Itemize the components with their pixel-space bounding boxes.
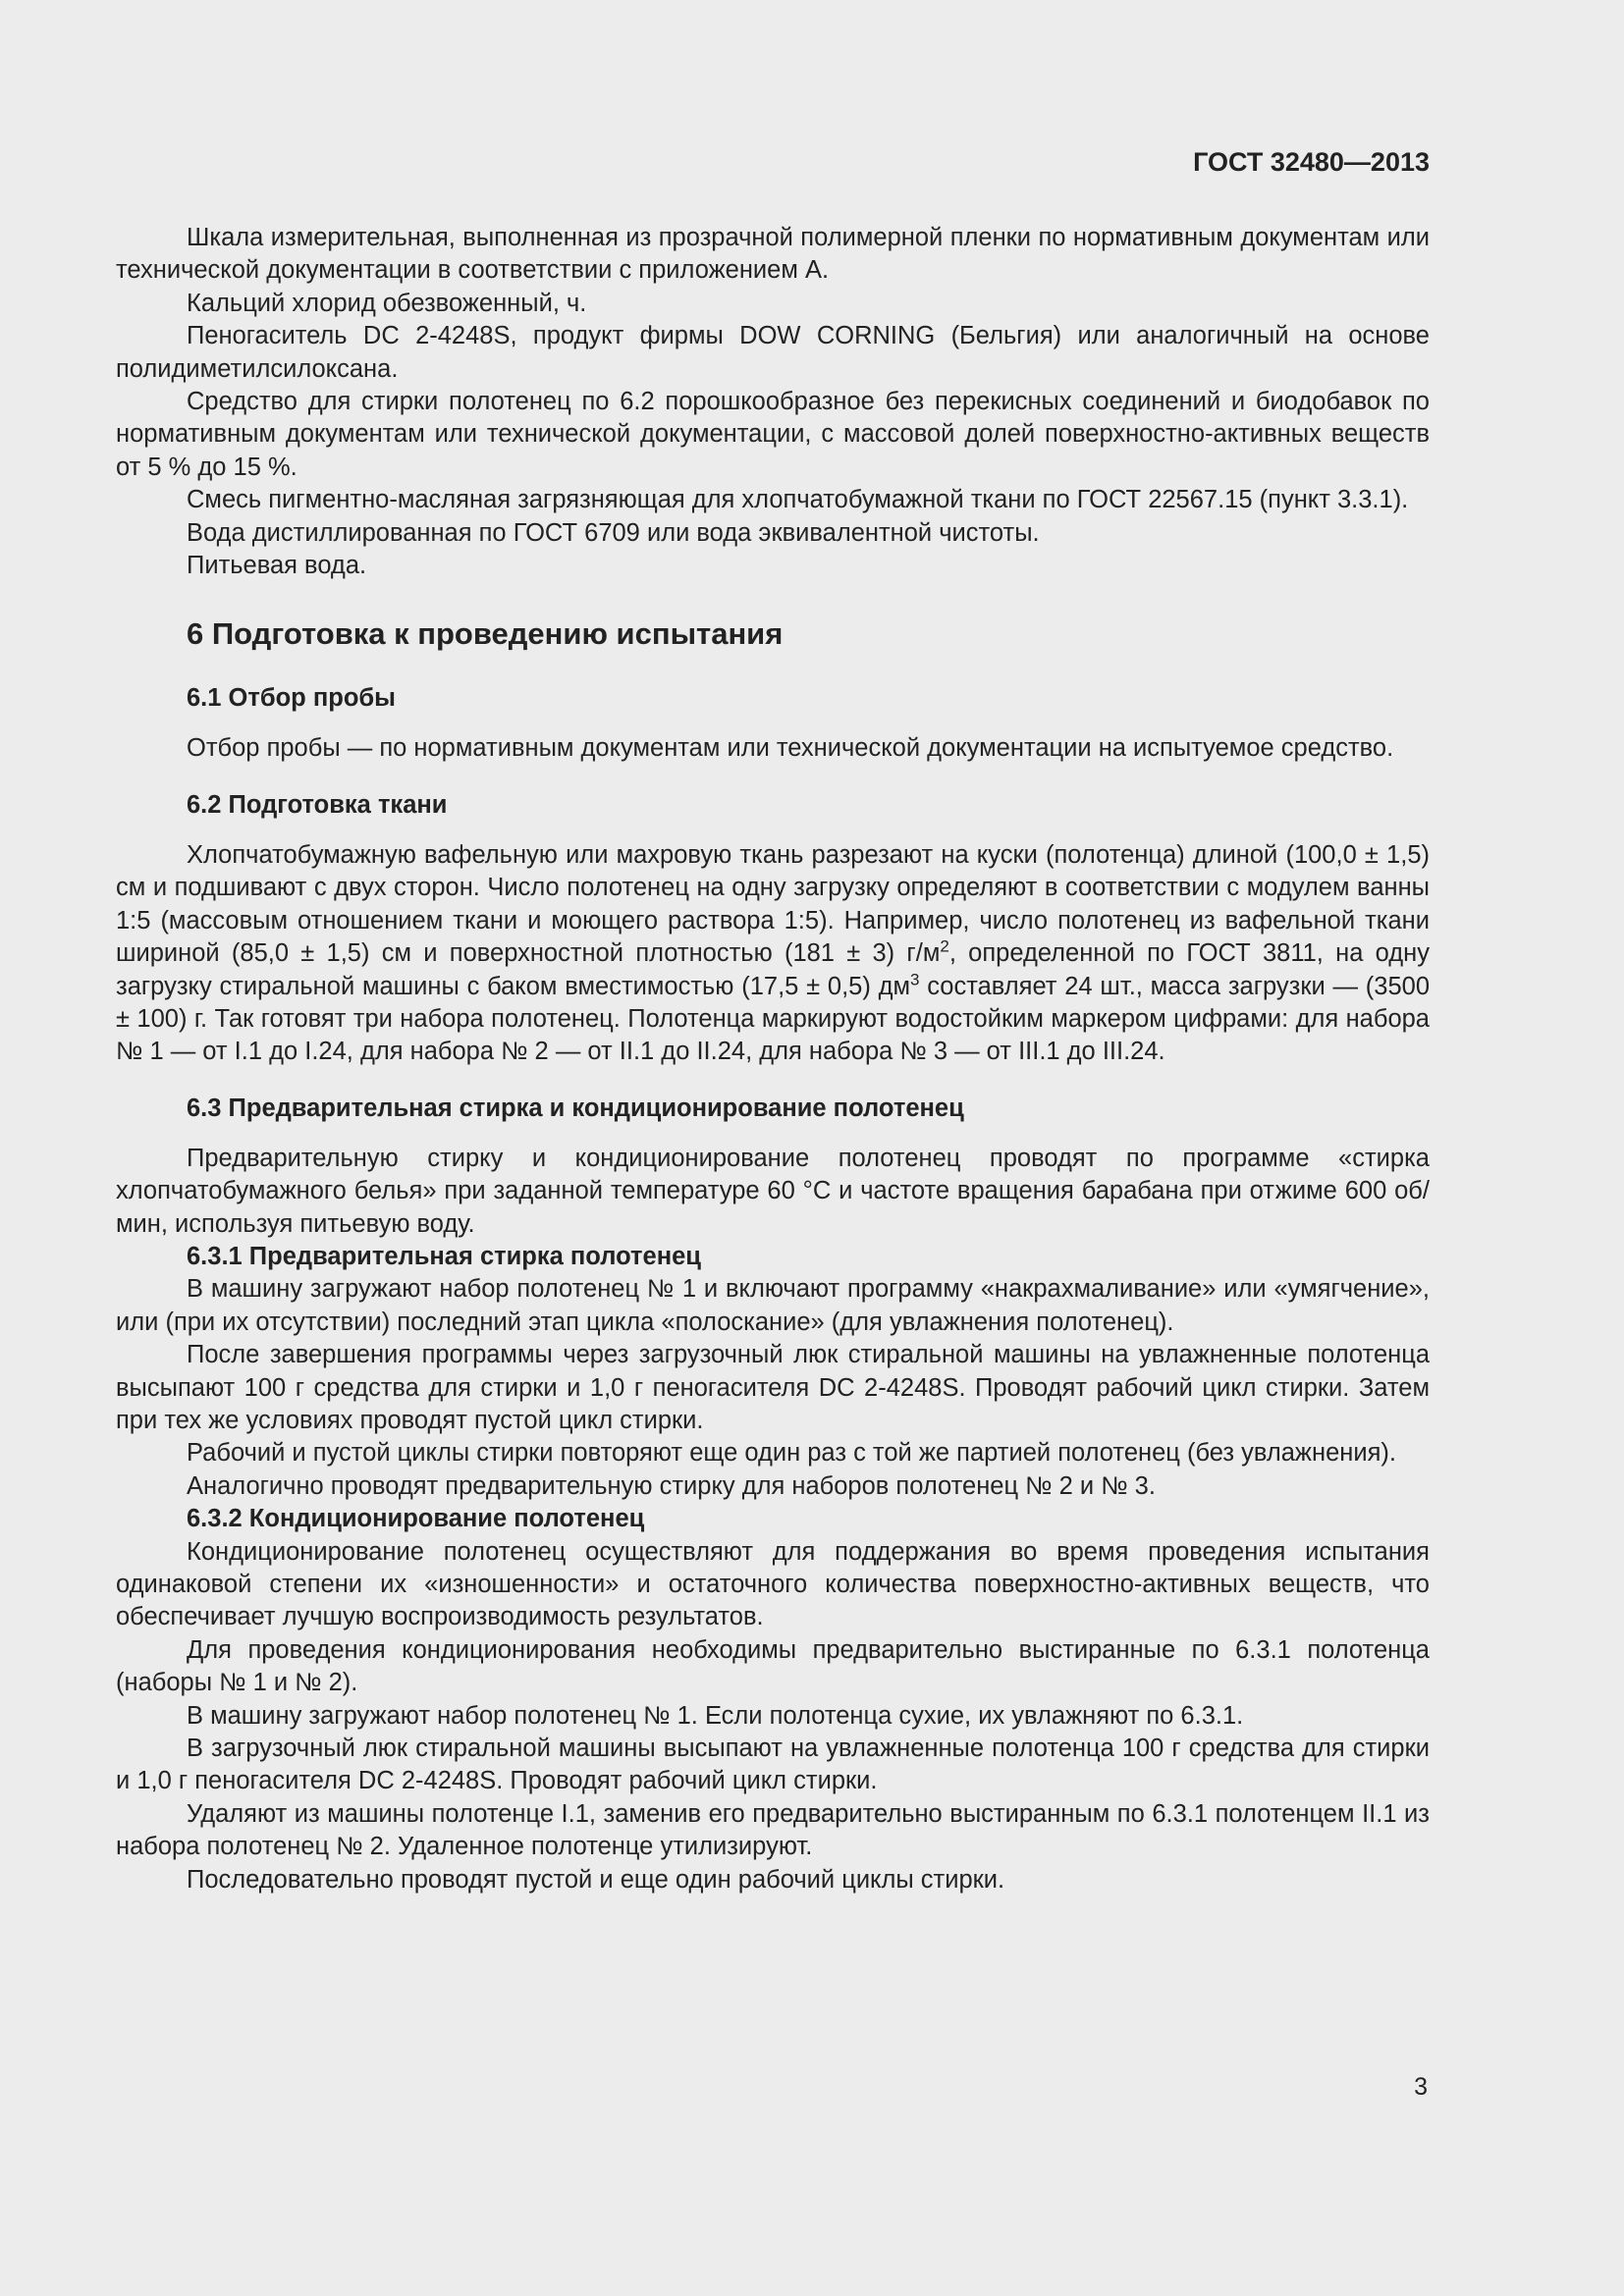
text-span: , определенной по ГОСТ 3811, на одну загрузку стиральной машины с баком вместимостью (17,5 ± 0,5) дм xyxy=(116,939,1430,1000)
clause-heading: 6.3.2 Кондиционирование полотенец xyxy=(187,1505,645,1533)
paragraph: После завершения программы через загрузочный люк стиральной машины на увлажненные полотенца высыпают 100 г средства для стирки и 1,0 г пеногасителя DC 2-4248S. Проводят рабочий цикл стирки. Затем при тех же условиях проводят пустой цикл стирки. xyxy=(116,1341,1430,1434)
paragraph: В машину загружают набор полотенец № 1 и включают программу «накрахмаливание» или «умягчение», или (при их отсутствии) последний этап цикла «полоскание» (для увлажнения полотенец). xyxy=(116,1275,1430,1336)
paragraph: Кондиционирование полотенец осуществляют для поддержания во время проведения испытания одинаковой степени их «изношенности» и остаточного количества поверхностно-активных веществ, что обеспечивает лучшую воспроизводимость результатов. xyxy=(116,1537,1430,1631)
text-span: составляет 24 шт., масса загрузки — (3500 ± 100) г. Так готовят три набора полотенец. Полотенца маркируют водостойким маркером цифрами: для набора № 1 — от I.1 до I.24, для набора № 2 — от II.1 до II.24, для набора № 3 — от III.1 до III.24. xyxy=(116,972,1431,1066)
subsection-heading: 6.2 Подготовка ткани xyxy=(187,790,448,819)
paragraph: Отбор пробы — по нормативным документам или технической документации на испытуемое средство. xyxy=(187,734,1394,763)
section-heading: 6 Подготовка к проведению испытания xyxy=(187,616,784,652)
page-number: 3 xyxy=(1414,2073,1428,2101)
paragraph: Вода дистиллированная по ГОСТ 6709 или вода эквивалентной чистоты. xyxy=(187,518,1040,547)
clause-heading: 6.3.1 Предварительная стирка полотенец xyxy=(187,1242,701,1270)
paragraph: Удаляют из машины полотенце I.1, заменив его предварительно выстиранным по 6.3.1 полотенцем II.1 из набора полотенец № 2. Удаленное полотенце утилизируют. xyxy=(116,1799,1430,1861)
superscript: 2 xyxy=(940,936,949,956)
paragraph: Последовательно проводят пустой и еще один рабочий циклы стирки. xyxy=(187,1865,1005,1894)
subsection-heading: 6.1 Отбор пробы xyxy=(187,684,396,713)
paragraph: Кальций хлорид обезвоженный, ч. xyxy=(187,289,587,317)
paragraph: Шкала измерительная, выполненная из прозрачной полимерной пленки по нормативным документам или технической документации в соответствии с приложением А. xyxy=(116,224,1430,285)
page-body xyxy=(116,222,1430,1896)
paragraph: Рабочий и пустой циклы стирки повторяют еще один раз с той же партией полотенец (без увлажнения). xyxy=(187,1439,1396,1468)
paragraph: Для проведения кондиционирования необходимы предварительно выстиранные по 6.3.1 полотенца (наборы № 1 и № 2). xyxy=(116,1635,1430,1697)
paragraph: Средство для стирки полотенец по 6.2 порошкообразное без перекисных соединений и биодобавок по нормативным документам или технической документации, с массовой долей поверхностно-активных веществ от 5 % до 15 %. xyxy=(116,388,1430,481)
subsection-heading: 6.3 Предварительная стирка и кондиционирование полотенец xyxy=(187,1094,964,1122)
paragraph: Аналогично проводят предварительную стирку для наборов полотенец № 2 и № 3. xyxy=(187,1471,1156,1500)
superscript: 3 xyxy=(910,970,920,988)
paragraph: Питьевая вода. xyxy=(187,552,367,580)
document-code: ГОСТ 32480—2013 xyxy=(1193,147,1430,177)
text-span: Хлопчатобумажную вафельную или махровую ткань разрезают на куски (полотенца) длиной (100,0 ± 1,5) см и подшивают с двух сторон. Число полотенец на одну загрузку определяют в соответствии с модулем ванны 1:5 (массовым отношением ткани и моющего раствора 1:5). Например, число полотенец из вафельной ткани шириной (85,0 ± 1,5) см и поверхностной плотностью (181 ± 3) г/м xyxy=(116,840,1430,968)
paragraph: Смесь пигментно-масляная загрязняющая для хлопчатобумажной ткани по ГОСТ 22567.15 (пункт 3.3.1). xyxy=(187,486,1409,514)
paragraph: Предварительную стирку и кондиционирование полотенец проводят по программе «стирка хлопчатобумажного белья» при заданной температуре 60 °С и частоте вращения барабана при отжиме 600 об/мин, используя питьевую воду. xyxy=(116,1144,1430,1238)
paragraph: Пеногаситель DC 2-4248S, продукт фирмы DOW CORNING (Бельгия) или аналогичный на основе полидиметилсилоксана. xyxy=(116,322,1430,383)
paragraph: В машину загружают набор полотенец № 1. Если полотенца сухие, их увлажняют по 6.3.1. xyxy=(187,1701,1244,1730)
paragraph: В загрузочный люк стиральной машины высыпают на увлажненные полотенца 100 г средства для стирки и 1,0 г пеногасителя DC 2-4248S. Проводят рабочий цикл стирки. xyxy=(116,1735,1430,1795)
paragraph xyxy=(116,839,1430,1069)
